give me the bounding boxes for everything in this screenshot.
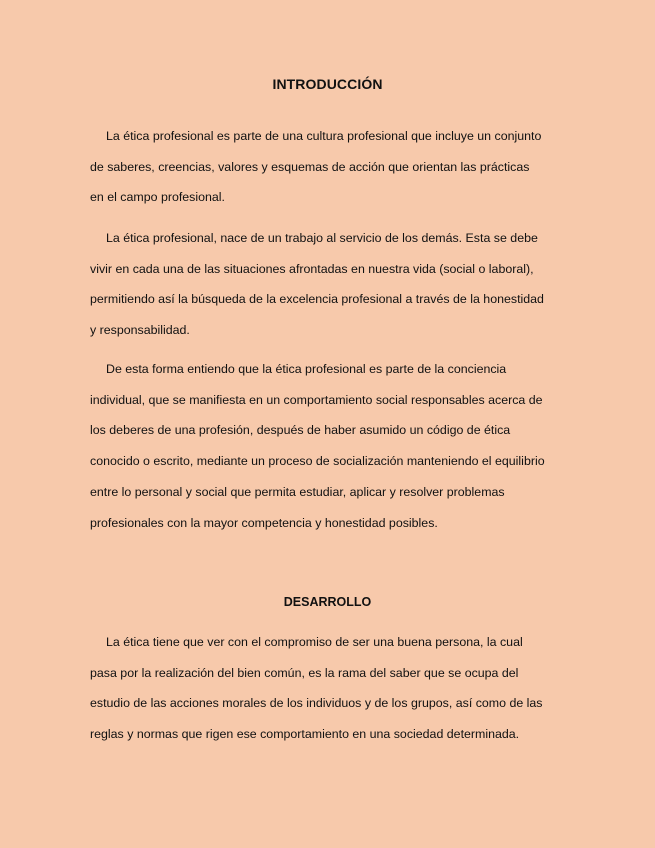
text-line: estudio de las acciones morales de los individuos y de los grupos, así como de las: [90, 696, 543, 711]
introduction-paragraph: [90, 223, 570, 346]
introduction-paragraph: [90, 354, 570, 538]
text-line: De esta forma entiendo que la ética profesional es parte de la conciencia: [106, 362, 507, 376]
development-paragraph: [90, 627, 570, 750]
text-line: La ética profesional, nace de un trabajo al servicio de los demás. Esta se debe: [106, 231, 538, 245]
text-line: La ética profesional es parte de una cultura profesional que incluye un conjunto: [106, 129, 542, 143]
introduction-paragraph: [90, 121, 570, 213]
text-line: vivir en cada una de las situaciones afrontadas en nuestra vida (social o laboral),: [90, 261, 534, 276]
text-line: individual, que se manifiesta en un comportamiento social responsables acerca de: [90, 392, 543, 407]
text-line: en el campo profesional.: [90, 190, 226, 205]
text-line: conocido o escrito, mediante un proceso de socialización manteniendo el equilibrio: [90, 454, 545, 469]
text-line: permitiendo así la búsqueda de la excelencia profesional a través de la honestidad: [90, 292, 544, 307]
text-line: los deberes de una profesión, después de haber asumido un código de ética: [90, 423, 511, 438]
text-line: de saberes, creencias, valores y esquemas de acción que orientan las prácticas: [90, 159, 530, 174]
text-line: pasa por la realización del bien común, es la rama del saber que se ocupa del: [90, 665, 519, 680]
text-line: profesionales con la mayor competencia y honestidad posibles.: [90, 515, 438, 530]
text-line: y responsabilidad.: [90, 323, 190, 338]
text-line: entre lo personal y social que permita estudiar, aplicar y resolver problemas: [90, 484, 505, 499]
text-line: reglas y normas que rigen ese comportamiento en una sociedad determinada.: [90, 727, 520, 742]
text-line: La ética tiene que ver con el compromiso de ser una buena persona, la cual: [106, 635, 523, 649]
introduction-heading: INTRODUCCIÓN: [272, 76, 383, 92]
development-heading: DESARROLLO: [283, 595, 372, 609]
